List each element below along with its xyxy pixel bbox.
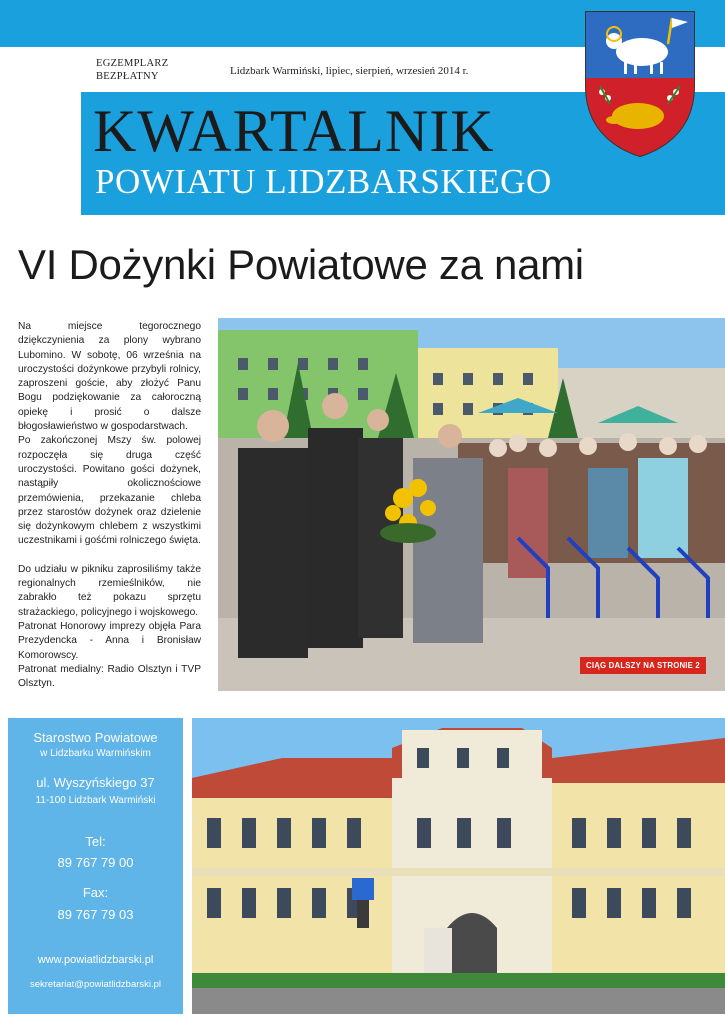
- office-location: w Lidzbarku Warmińskim: [40, 748, 151, 759]
- contact-box: [8, 718, 183, 1014]
- harvest-festival-photo: [218, 318, 725, 691]
- county-office-building-photo: [192, 718, 725, 1014]
- article-paragraph: Do udziału w pikniku zaprosiliśmy także regionalnych rzemieślników, nie zabrakło też pokazu sprzętu strażackiego, policyjnego i wojskowego.: [18, 563, 201, 618]
- email-link[interactable]: sekretariat@powiatlidzbarski.pl: [29, 979, 162, 990]
- office-name: Starostwo Powiatowe: [33, 730, 158, 745]
- office-street: ul. Wyszyńskiego 37: [36, 775, 155, 790]
- coat-of-arms: [580, 8, 700, 158]
- article-body: [18, 320, 201, 691]
- lamb-body: [616, 38, 668, 66]
- fax-number: 89 767 79 03: [57, 907, 134, 922]
- article-headline: VI Dożynki Powiatowe za nami: [18, 241, 584, 288]
- issue-date: Lidzbark Warmiński, lipiec, sierpień, wrzesień 2014 r.: [230, 65, 469, 77]
- fax-label: Fax:: [82, 885, 109, 900]
- free-copy-label: [96, 57, 168, 83]
- free-copy-line2: BEZPŁATNY: [96, 71, 159, 82]
- website-link[interactable]: www.powiatlidzbarski.pl: [37, 954, 154, 966]
- office-postal: 11-100 Lidzbark Warmiński: [35, 795, 156, 806]
- tel-label: Tel:: [85, 834, 106, 849]
- masthead-title: KWARTALNIK: [93, 98, 495, 164]
- article-paragraph: Patronat Honorowy imprezy objęła Para Prezydencka - Anna i Bronisław Komorowscy.: [18, 620, 201, 661]
- beaver: [612, 103, 664, 129]
- article-paragraph: Na miejsce tegorocznego dziękczynienia za plony wybrano Lubomino. W sobotę, 06 września na uroczystości dożynkowe przybyli rolnicy, zaproszeni goście, aby złożyć Panu Bogu podziękowanie za całoroczną opiekę i prosić o dalsze błogosławieństwo w gospodarstwach.: [18, 321, 201, 433]
- tel-number[interactable]: 89 767 79 00: [57, 855, 134, 870]
- masthead-subtitle: POWIATU LIDZBARSKIEGO: [95, 162, 552, 201]
- article-paragraph: Patronat medialny: Radio Olsztyn i TVP Olsztyn.: [18, 663, 201, 690]
- free-copy-line1: EGZEMPLARZ: [96, 58, 169, 69]
- article-paragraph: Po zakończonej Mszy św. polowej rozpoczęła się druga część uroczystości. Powitano gości dożynek, nastąpiły okolicznościowe przemówienia, przekazanie chleba przez starostów dożynek oraz dzielenie się dożynkowym chlebem z wszystkimi uczestnikami i gośćmi rolniczego święta.: [18, 435, 201, 547]
- continued-badge[interactable]: CIĄG DALSZY NA STRONIE 2: [580, 657, 706, 674]
